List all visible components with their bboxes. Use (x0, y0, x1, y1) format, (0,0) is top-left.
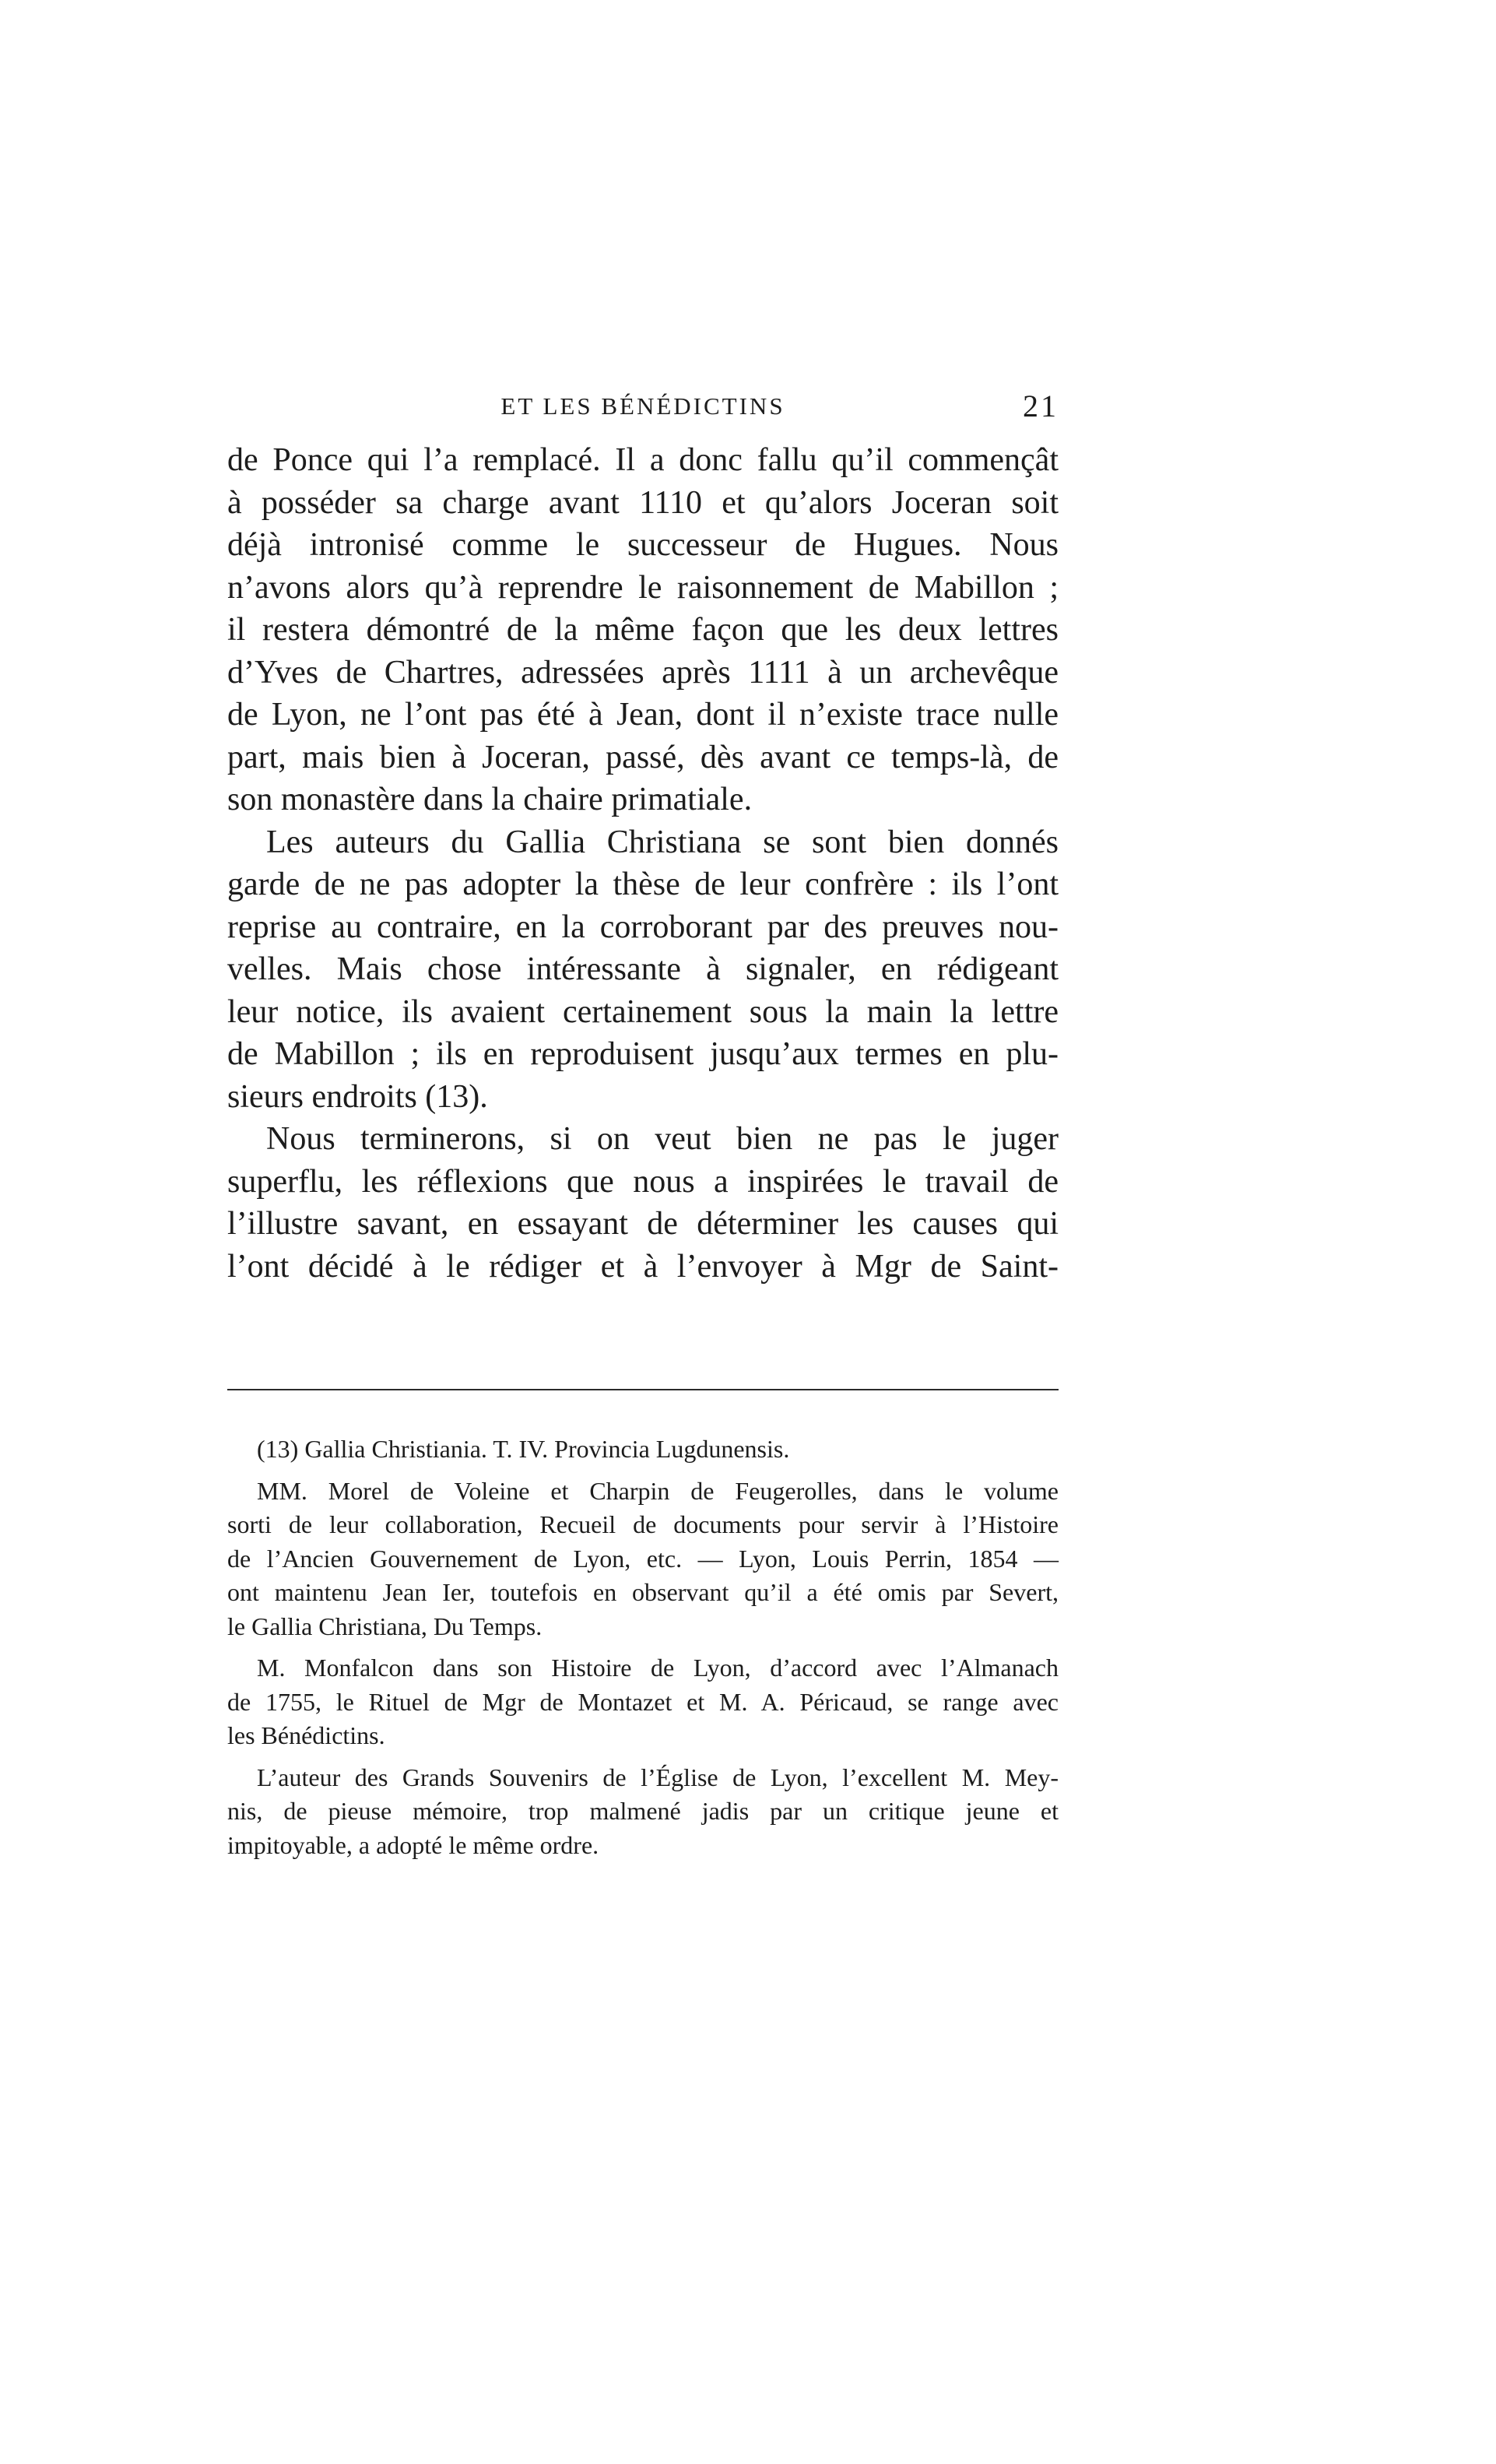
footnote-line: MM. Morel de Voleine et Charpin de Feugerolles, dans le volume (257, 1476, 1059, 1505)
footnote-line: impitoyable, a adopté le même ordre. (227, 1830, 599, 1859)
text-line: d’Yves de Chartres, adressées après 1111 à un archevêque (227, 654, 1059, 691)
footnote-line: (13) Gallia Christiania. T. IV. Provincia Lugdunensis. (257, 1435, 790, 1463)
footnote-divider (227, 1389, 1059, 1390)
footnote-line: M. Monfalcon dans son Histoire de Lyon, d’accord avec l’Almanach (257, 1654, 1059, 1682)
footnote-line: de 1755, le Rituel de Mgr de Montazet et M. A. Péricaud, se range avec (227, 1687, 1059, 1716)
text-line: superflu, les réflexions que nous a inspirées le travail de (227, 1163, 1059, 1200)
text-line: de Mabillon ; ils en reproduisent jusqu’aux termes en plu- (227, 1036, 1059, 1072)
text-line: l’ont décidé à le rédiger et à l’envoyer à Mgr de Saint- (227, 1248, 1059, 1285)
footnote-line: de l’Ancien Gouvernement de Lyon, etc. — Lyon, Louis Perrin, 1854 — (227, 1544, 1059, 1573)
paragraph-start-line: Nous terminerons, si on veut bien ne pas le juger (266, 1121, 1059, 1157)
footnote-gap (227, 1753, 1059, 1761)
text-line: n’avons alors qu’à reprendre le raisonnement de Mabillon ; (227, 569, 1059, 606)
footnote-line: les Bénédictins. (227, 1721, 385, 1749)
text-line: garde de ne pas adopter la thèse de leur confrère : ils l’ont (227, 866, 1059, 902)
running-head (227, 383, 1059, 430)
text-line: part, mais bien à Joceran, passé, dès avant ce temps-là, de (227, 739, 1059, 775)
text-line: déjà intronisé comme le successeur de Hugues. Nous (227, 527, 1059, 563)
main-text (227, 439, 1059, 1288)
page-number: 21 (1023, 388, 1059, 424)
footnote-gap (227, 1467, 1059, 1475)
text-line: reprise au contraire, en la corroborant par des preuves nou- (227, 909, 1059, 945)
footnote-line: L’auteur des Grands Souvenirs de l’Église de Lyon, l’excellent M. Mey- (257, 1763, 1059, 1791)
text-line: l’illustre savant, en essayant de déterminer les causes qui (227, 1206, 1059, 1242)
text-line: sieurs endroits (13). (227, 1078, 488, 1115)
footnote-gap (227, 1643, 1059, 1651)
footnotes (227, 1432, 1059, 1862)
text-line: à posséder sa charge avant 1110 et qu’alors Joceran soit (227, 484, 1059, 521)
running-title: ET LES BÉNÉDICTINS (500, 392, 785, 420)
paragraph-start-line: Les auteurs du Gallia Christiana se sont bien donnés (266, 824, 1059, 860)
footnote-line: sorti de leur collaboration, Recueil de documents pour servir à l’Histoire (227, 1510, 1059, 1538)
footnote-line: le Gallia Christiana, Du Temps. (227, 1612, 543, 1640)
text-line: il restera démontré de la même façon que les deux lettres (227, 612, 1059, 648)
text-line: de Ponce qui l’a remplacé. Il a donc fallu qu’il commençât (227, 442, 1059, 478)
text-line: son monastère dans la chaire primatiale. (227, 782, 753, 817)
footnote-line: nis, de pieuse mémoire, trop malmené jadis par un critique jeune et (227, 1797, 1059, 1825)
footnote-line: ont maintenu Jean Ier, toutefois en observant qu’il a été omis par Severt, (227, 1578, 1059, 1606)
text-line: leur notice, ils avaient certainement sous la main la lettre (227, 993, 1059, 1030)
text-line: velles. Mais chose intéressante à signaler, en rédigeant (227, 951, 1059, 987)
text-line: de Lyon, ne l’ont pas été à Jean, dont il n’existe trace nulle (227, 697, 1059, 733)
